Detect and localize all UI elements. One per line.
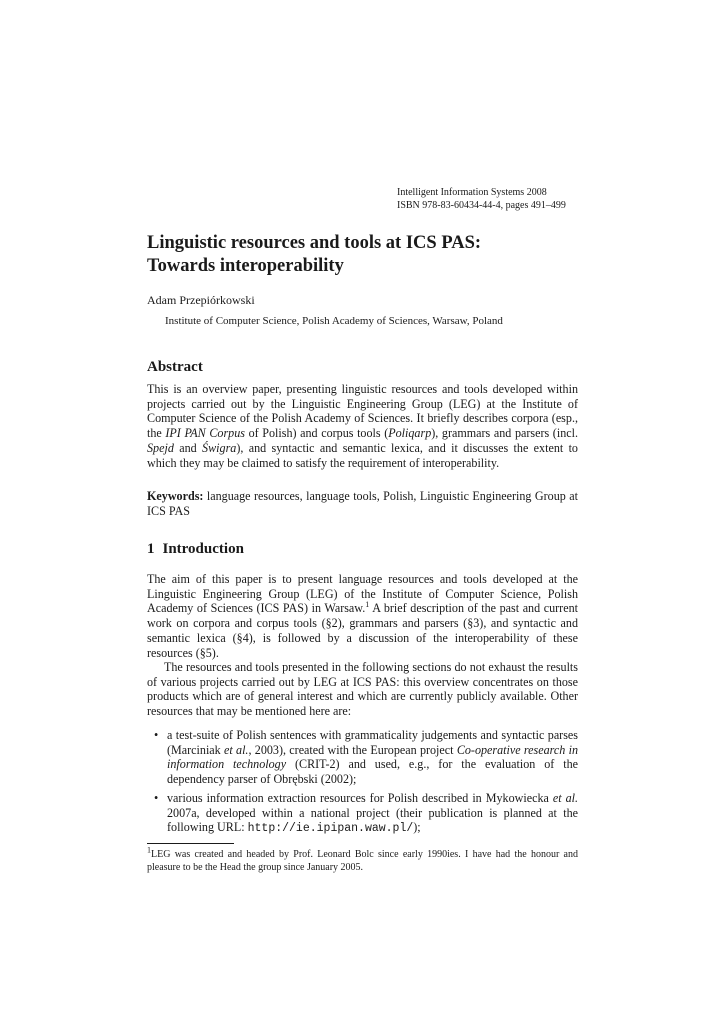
section-title: Introduction [162, 541, 244, 557]
abstract-em-poliqarp: Poliqarp [388, 426, 432, 441]
item-em: Co-operative research in information technology [167, 742, 579, 772]
item-text: ); [413, 820, 421, 835]
resource-list [147, 728, 578, 841]
introduction-heading [147, 541, 244, 558]
publication-info [397, 186, 566, 212]
keywords-text: language resources, language tools, Polish, Linguistic Engineering Group at ICS PAS [147, 489, 578, 518]
footnote-mark: 1 [147, 845, 151, 855]
section-number: 1 [147, 541, 155, 557]
footnote-ref[interactable]: 1 [365, 600, 370, 610]
item-text: various information extraction resources for Polish described in Mykowiecka [167, 790, 553, 805]
intro-paragraph-2: The resources and tools presented in the following sections do not exhaust the results of various projects carried out by LEG at ICS PAS: this overview concentrates on those products which are of general interest and which are currently publicly available. Other resources that may be mentioned here are: [147, 660, 578, 719]
abstract-text-4: and [173, 440, 203, 455]
list-item [147, 728, 578, 787]
abstract-em-spejd: Spejd [147, 440, 174, 455]
abstract-text-2: of Polish) and corpus tools ( [244, 426, 389, 441]
footnote-divider [147, 843, 234, 844]
intro-p1-text-a: The aim of this paper is to present language resources and tools developed at the Linguistic Engineering Group (LEG) of the Institute of Computer Science, Polish Academy of Sciences (ICS PAS) in Warsaw. [147, 572, 578, 616]
footnote-text: LEG was created and headed by Prof. Leonard Bolc since early 1990ies. I have had the honour and pleasure to be the Head the group since January 2005. [147, 849, 578, 873]
author-name: Adam Przepiórkowski [147, 293, 255, 307]
abstract-text [147, 382, 578, 470]
bullet-icon: • [154, 728, 159, 742]
title-line-2: Towards interoperability [147, 256, 344, 276]
item-text: a test-suite of Polish sentences with grammaticality judgements and syntactic parses (Marciniak [167, 728, 578, 757]
item-text: (CRIT-2) and used, e.g., for the evaluation of the dependency parser of Obrębski (2002); [167, 757, 578, 787]
item-text: 2007a, developed within a national project (their publication is planned at the following URL: [167, 805, 578, 835]
item-em: et al. [552, 790, 579, 805]
abstract-em-swigra: Świgra [202, 440, 237, 455]
abstract-text-5: ), and syntactic and semantic lexica, and it discusses the extent to which they may be claimed to satisfy the requirement of interoperability. [147, 440, 578, 470]
footnote [147, 845, 578, 874]
journal-line: Intelligent Information Systems 2008 [397, 187, 547, 198]
author-affiliation: Institute of Computer Science, Polish Academy of Sciences, Warsaw, Poland [165, 315, 503, 327]
keywords-label: Keywords: [147, 489, 204, 503]
bullet-icon: • [154, 790, 159, 805]
url-link[interactable]: http://ie.ipipan.waw.pl/ [247, 822, 414, 836]
intro-p1-text-b: A brief description of the past and current work on corpora and corpus tools (§2), grammars and parsers (§3), and syntactic and semantic lexica (§4), is followed by a discussion of the interoperability of these resources (§5). [147, 601, 578, 660]
intro-paragraph-1 [147, 572, 578, 660]
abstract-text-1: This is an overview paper, presenting linguistic resources and tools developed within projects carried out by the Linguistic Engineering Group (LEG) at the Institute of Computer Science of the Polish Academy of Sciences. It briefly describes corpora (esp., the [147, 382, 578, 441]
abstract-em-corpus: IPI PAN Corpus [165, 426, 245, 441]
item-em: et al. [224, 742, 249, 757]
list-item [147, 791, 578, 837]
abstract-heading: Abstract [147, 359, 203, 375]
abstract-text-3: ), grammars and parsers (incl. [431, 426, 578, 441]
paper-title [147, 232, 587, 278]
item-text: , 2003), created with the European project [248, 742, 457, 757]
title-line-1: Linguistic resources and tools at ICS PAS: [147, 233, 482, 253]
keywords [147, 489, 578, 518]
isbn-line: ISBN 978-83-60434-44-4, pages 491–499 [397, 200, 566, 211]
